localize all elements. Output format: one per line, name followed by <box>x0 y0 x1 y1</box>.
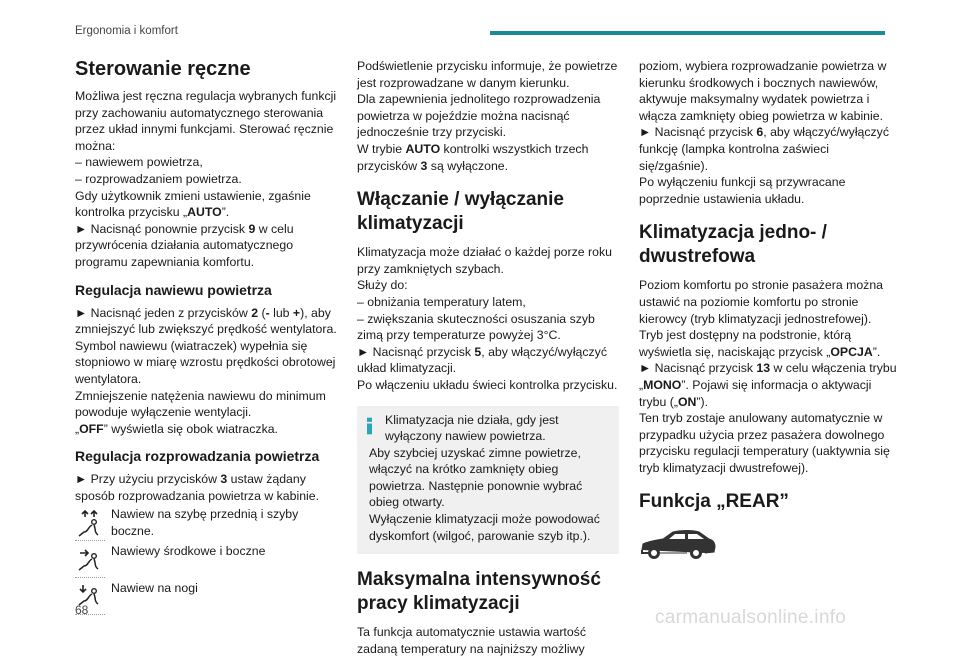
column-3 <box>639 58 901 567</box>
windscreen-airflow-icon <box>75 506 105 541</box>
paragraph: Ten tryb zostaje anulowany automatycznie w przypadku użycia przez pasażera dowolnego przycisku regulacji temperatury (uaktywnia się tryb klimatyzacji dwustrefowej). <box>639 411 890 475</box>
heading-rear: Funkcja „REAR” <box>639 491 789 513</box>
list-item: – zwiększania skuteczności osuszania szyb zimą przy temperaturze powyżej 3°C. <box>357 311 595 343</box>
paragraph: Służy do: <box>357 278 408 293</box>
paragraph: ► Nacisnąć przycisk 13 w celu włączenia trybu „MONO”. Pojawi się informacja o aktywacji trybu („ON”). <box>639 361 897 409</box>
column-1 <box>75 58 337 615</box>
icon-description: Nawiew na nogi <box>111 581 198 596</box>
paragraph: Tryb jest dostępny na podstronie, którą wyświetla się, naciskając przycisk „OPCJA”. <box>639 328 881 359</box>
icon-row <box>75 506 337 541</box>
info-icon <box>367 416 372 436</box>
info-text: Aby szybciej uzyskać zimne powietrze, włączyć na krótko zamknięty obieg powietrza. Następnie ponownie wybrać obieg otwarty. <box>369 445 583 510</box>
heading-distribution: Regulacja rozprowadzania powietrza <box>75 448 320 465</box>
paragraph: Po włączeniu układu świeci kontrolka przycisku. <box>357 377 618 392</box>
car-icon <box>639 528 901 567</box>
info-text: Wyłączenie klimatyzacji może powodować dyskomfort (wilgoć, parowanie szyb itp.). <box>369 512 600 543</box>
column-2 <box>357 58 619 657</box>
paragraph: Symbol nawiewu (wiatraczek) wypełnia się stopniowo w miarę wzrostu prędkości obrotowej wentylatora. <box>75 338 336 386</box>
paragraph: Dla zapewnienia jednolitego rozprowadzenia powietrza w pojeździe można nacisnąć jednocześnie trzy przyciski. <box>357 92 601 140</box>
paragraph: W trybie AUTO kontrolki wszystkich trzech przycisków 3 są wyłączone. <box>357 141 589 173</box>
heading-max-ac: Maksymalna intensywność pracy klimatyzacji <box>357 569 601 615</box>
section-header: Ergonomia i komfort <box>75 25 178 37</box>
info-box <box>357 406 619 555</box>
icon-description: Nawiewy środkowe i boczne <box>111 544 266 559</box>
paragraph: ► Nacisnąć ponownie przycisk 9 w celu przywrócenia działania automatycznego programu zapewniania komfortu. <box>75 221 294 269</box>
list-item: – obniżania temperatury latem, <box>357 294 526 309</box>
heading-airflow: Regulacja nawiewu powietrza <box>75 281 272 298</box>
paragraph: Zmniejszenie natężenia nawiewu do minimum powoduje wyłączenie wentylacji. <box>75 388 326 420</box>
paragraph: Poziom komfortu po stronie pasażera można ustawić na poziomie komfortu po stronie kierowcy (tryb klimatyzacji jednostrefowej). <box>639 278 884 326</box>
paragraph: poziom, wybiera rozprowadzanie powietrza w kierunku środkowych i bocznych nawiewów, aktywuje maksymalny wydatek powietrza i włącza zamknięty obieg powietrza w kabinie. <box>639 59 887 123</box>
icon-description: Nawiew na szybę przednią i szyby boczne. <box>111 507 299 539</box>
paragraph: ► Nacisnąć przycisk 5, aby włączyć/wyłączyć układ klimatyzacji. <box>357 344 607 376</box>
heading-dual-zone: Klimatyzacja jedno- / dwustrefowa <box>639 222 827 268</box>
info-text: Klimatyzacja nie działa, gdy jest wyłączony nawiew powietrza. <box>385 412 559 444</box>
center-vents-airflow-icon <box>75 543 105 578</box>
paragraph: Ta funkcja automatycznie ustawia wartość zadaną temperatury na najniższy możliwy <box>357 625 586 656</box>
icon-row <box>75 580 337 615</box>
icon-row <box>75 543 337 578</box>
paragraph: Gdy użytkownik zmieni ustawienie, zgaśnie kontrolka przycisku „AUTO”. <box>75 188 311 220</box>
watermark: carmanualsonline.info <box>655 607 847 628</box>
list-item: – rozprowadzaniem powietrza. <box>75 171 242 186</box>
paragraph: „OFF” wyświetla się obok wiatraczka. <box>75 421 278 436</box>
paragraph: ► Nacisnąć jeden z przycisków 2 (- lub +), aby zmniejszyć lub zwiększyć prędkość wentylatora. <box>75 305 337 337</box>
page-number: 68 <box>75 603 89 617</box>
paragraph: Podświetlenie przycisku informuje, że powietrze jest rozprowadzane w danym kierunku. <box>357 59 618 90</box>
header-accent-bar <box>490 31 885 35</box>
paragraph: Klimatyzacja może działać o każdej porze roku przy zamkniętych szybach. <box>357 245 612 276</box>
paragraph: ► Nacisnąć przycisk 6, aby włączyć/wyłączyć funkcję (lampka kontrolna zaświeci się/zgaśnie). <box>639 125 889 173</box>
heading-ac-toggle: Włączanie / wyłączanie klimatyzacji <box>357 189 564 235</box>
list-item: – nawiewem powietrza, <box>75 155 203 170</box>
paragraph: ► Przy użyciu przycisków 3 ustaw żądany sposób rozprowadzania powietrza w kabinie. <box>75 472 320 503</box>
heading-manual-control: Sterowanie ręczne <box>75 58 251 80</box>
paragraph: Po wyłączeniu funkcji są przywracane poprzednie ustawienia układu. <box>639 175 846 206</box>
paragraph: Możliwa jest ręczna regulacja wybranych funkcji przy zachowaniu automatycznego sterowania przez układ innymi funkcjami. Sterować ręcznie można: <box>75 89 337 153</box>
